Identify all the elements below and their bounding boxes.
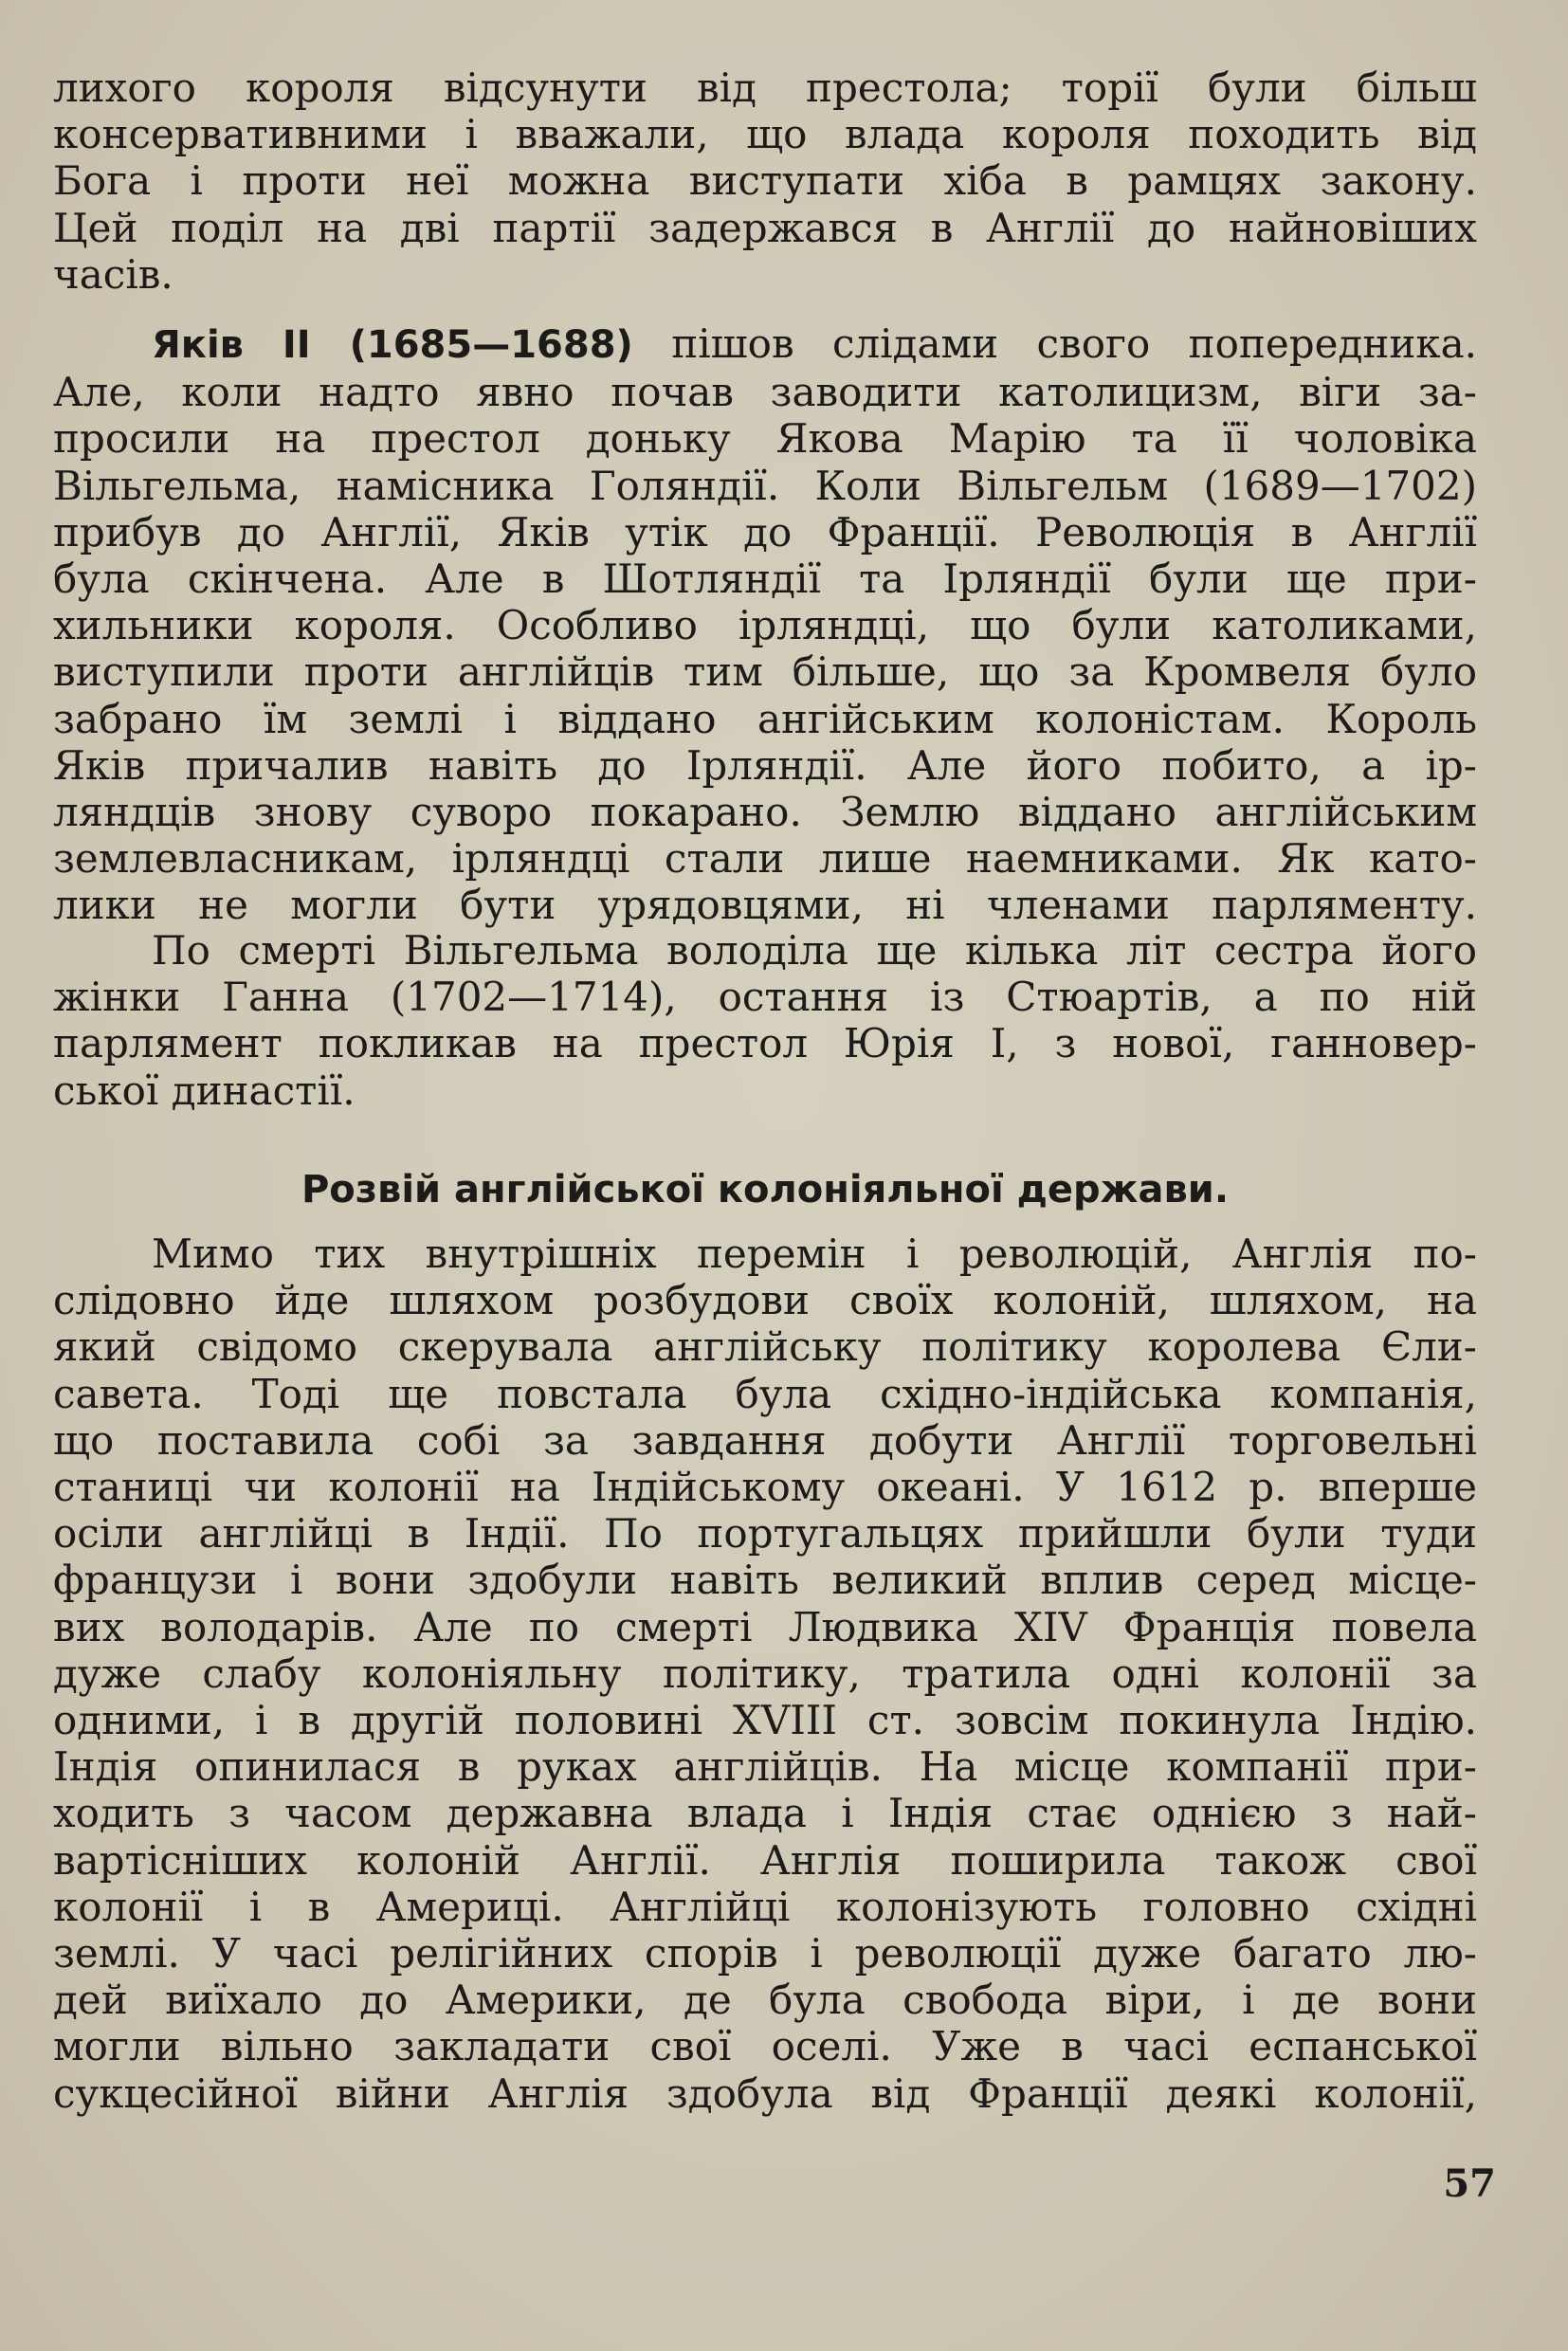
text-line: Але, коли надто явно почав заводити католицизм, віги за-: [53, 369, 1477, 416]
text-line: ходить з часом державна влада і Індія стає однією з най-: [53, 1790, 1477, 1837]
text-line: сукцесійної війни Англія здобула від Франції деякі колонії,: [53, 2069, 1477, 2117]
text-line: одними, і в другій половині XVIII ст. зовсім покинула Індію.: [53, 1697, 1477, 1744]
paragraph-continuation: [53, 64, 1477, 298]
text-line: Індія опинилася в руках англійців. На місце компанії при-: [53, 1743, 1477, 1791]
text-line-rest: пішов слідами свого попередника.: [632, 320, 1477, 367]
text-line: забрано їм землі і віддано ангійським колоністам. Король: [53, 695, 1477, 742]
text-line: ської династії.: [53, 1066, 356, 1114]
page-number: 57: [1443, 2161, 1496, 2206]
text-line: лики не могли бути урядовцями, ні членами парляменту.: [53, 882, 1477, 929]
paragraph-william-death: [53, 927, 1477, 1114]
text-line: станиці чи колонії на Індійському океані. У 1612 р. вперше: [53, 1464, 1477, 1511]
paragraph-lead-title: Яків II (1685—1688): [152, 323, 633, 367]
text-line: вартісніших колоній Англії. Англія поширила також свої: [53, 1836, 1477, 1884]
text-line: була скінчена. Але в Шотляндії та Ірляндії були ще при-: [53, 556, 1477, 603]
text-line: Бога і проти неї можна виступати хіба в рамцях закону.: [53, 157, 1477, 205]
text-line: Мимо тих внутрішніх перемін і революцій, Англія по-: [152, 1230, 1477, 1277]
text-line: колонії і в Америці. Англійці колонізують головно східні: [53, 1883, 1477, 1930]
text-line: ляндців знову суворо покарано. Землю віддано англійським: [53, 789, 1477, 836]
text-line: Яків причалив навіть до Ірляндії. Але його побито, а ір-: [53, 741, 1477, 789]
text-line: прибув до Англії, Яків утік до Франції. Революція в Англії: [53, 508, 1477, 556]
text-line: що поставила собі за завдання добути Англії торговельні: [53, 1416, 1477, 1464]
text-line: парлямент покликав на престол Юрія І, з нової, ганновер-: [53, 1020, 1477, 1067]
text-line: землі. У часі релігійних спорів і революції дуже багато лю-: [53, 1930, 1477, 1977]
text-line: Вільгельма, намісника Голяндії. Коли Вільгельм (1689—1702): [53, 462, 1477, 509]
text-line: лихого короля відсунути від престола; торії були більш: [53, 64, 1477, 111]
text-line: землевласникам, ірляндці стали лише наемниками. Як като-: [53, 835, 1477, 883]
text-line: могли вільно закладати свої оселі. Уже в часі еспанської: [53, 2023, 1477, 2070]
text-line: По смерті Вільгельма володіла ще кілька літ сестра його: [152, 927, 1477, 974]
text-line: слідовно йде шляхом розбудови своїх колоній, шляхом, на: [53, 1277, 1477, 1324]
text-line: консервативними і вважали, що влада короля походить від: [53, 111, 1477, 158]
text-line: дуже слабу колоніяльну політику, тратила одні колонії за: [53, 1649, 1477, 1697]
text-line: [53, 320, 1477, 369]
text-line: хильники короля. Особливо ірляндці, що були католиками,: [53, 602, 1477, 649]
section-heading: Розвій англійської колоніяльної держави.: [301, 1168, 1230, 1212]
text-line: вих володарів. Але по смерті Людвика XIV Франція повела: [53, 1603, 1477, 1650]
text-line: французи і вони здобули навіть великий вплив серед місце-: [53, 1557, 1477, 1604]
paragraph-james-ii: [53, 320, 1477, 929]
text-line: який свідомо скерувала англійську політику королева Єли-: [53, 1323, 1477, 1371]
text-line: дей виїхало до Америки, де була свобода віри, і де вони: [53, 1977, 1477, 2024]
text-line: просили на престол доньку Якова Марію та її чоловіка: [53, 415, 1477, 463]
text-line: жінки Ганна (1702—1714), остання із Стюартів, а по ній: [53, 974, 1477, 1021]
text-line: осіли англійці в Індії. По португальцях прийшли були туди: [53, 1510, 1477, 1558]
text-line: часів.: [53, 250, 173, 298]
text-line: виступили проти англійців тим більше, що за Кромвеля було: [53, 648, 1477, 696]
paragraph-colonial-state: [53, 1230, 1477, 2117]
text-line: савета. Тоді ще повстала була східно-індійська компанія,: [53, 1370, 1477, 1417]
text-line: Цей поділ на дві партії задержався в Англії до найновіших: [53, 204, 1477, 251]
